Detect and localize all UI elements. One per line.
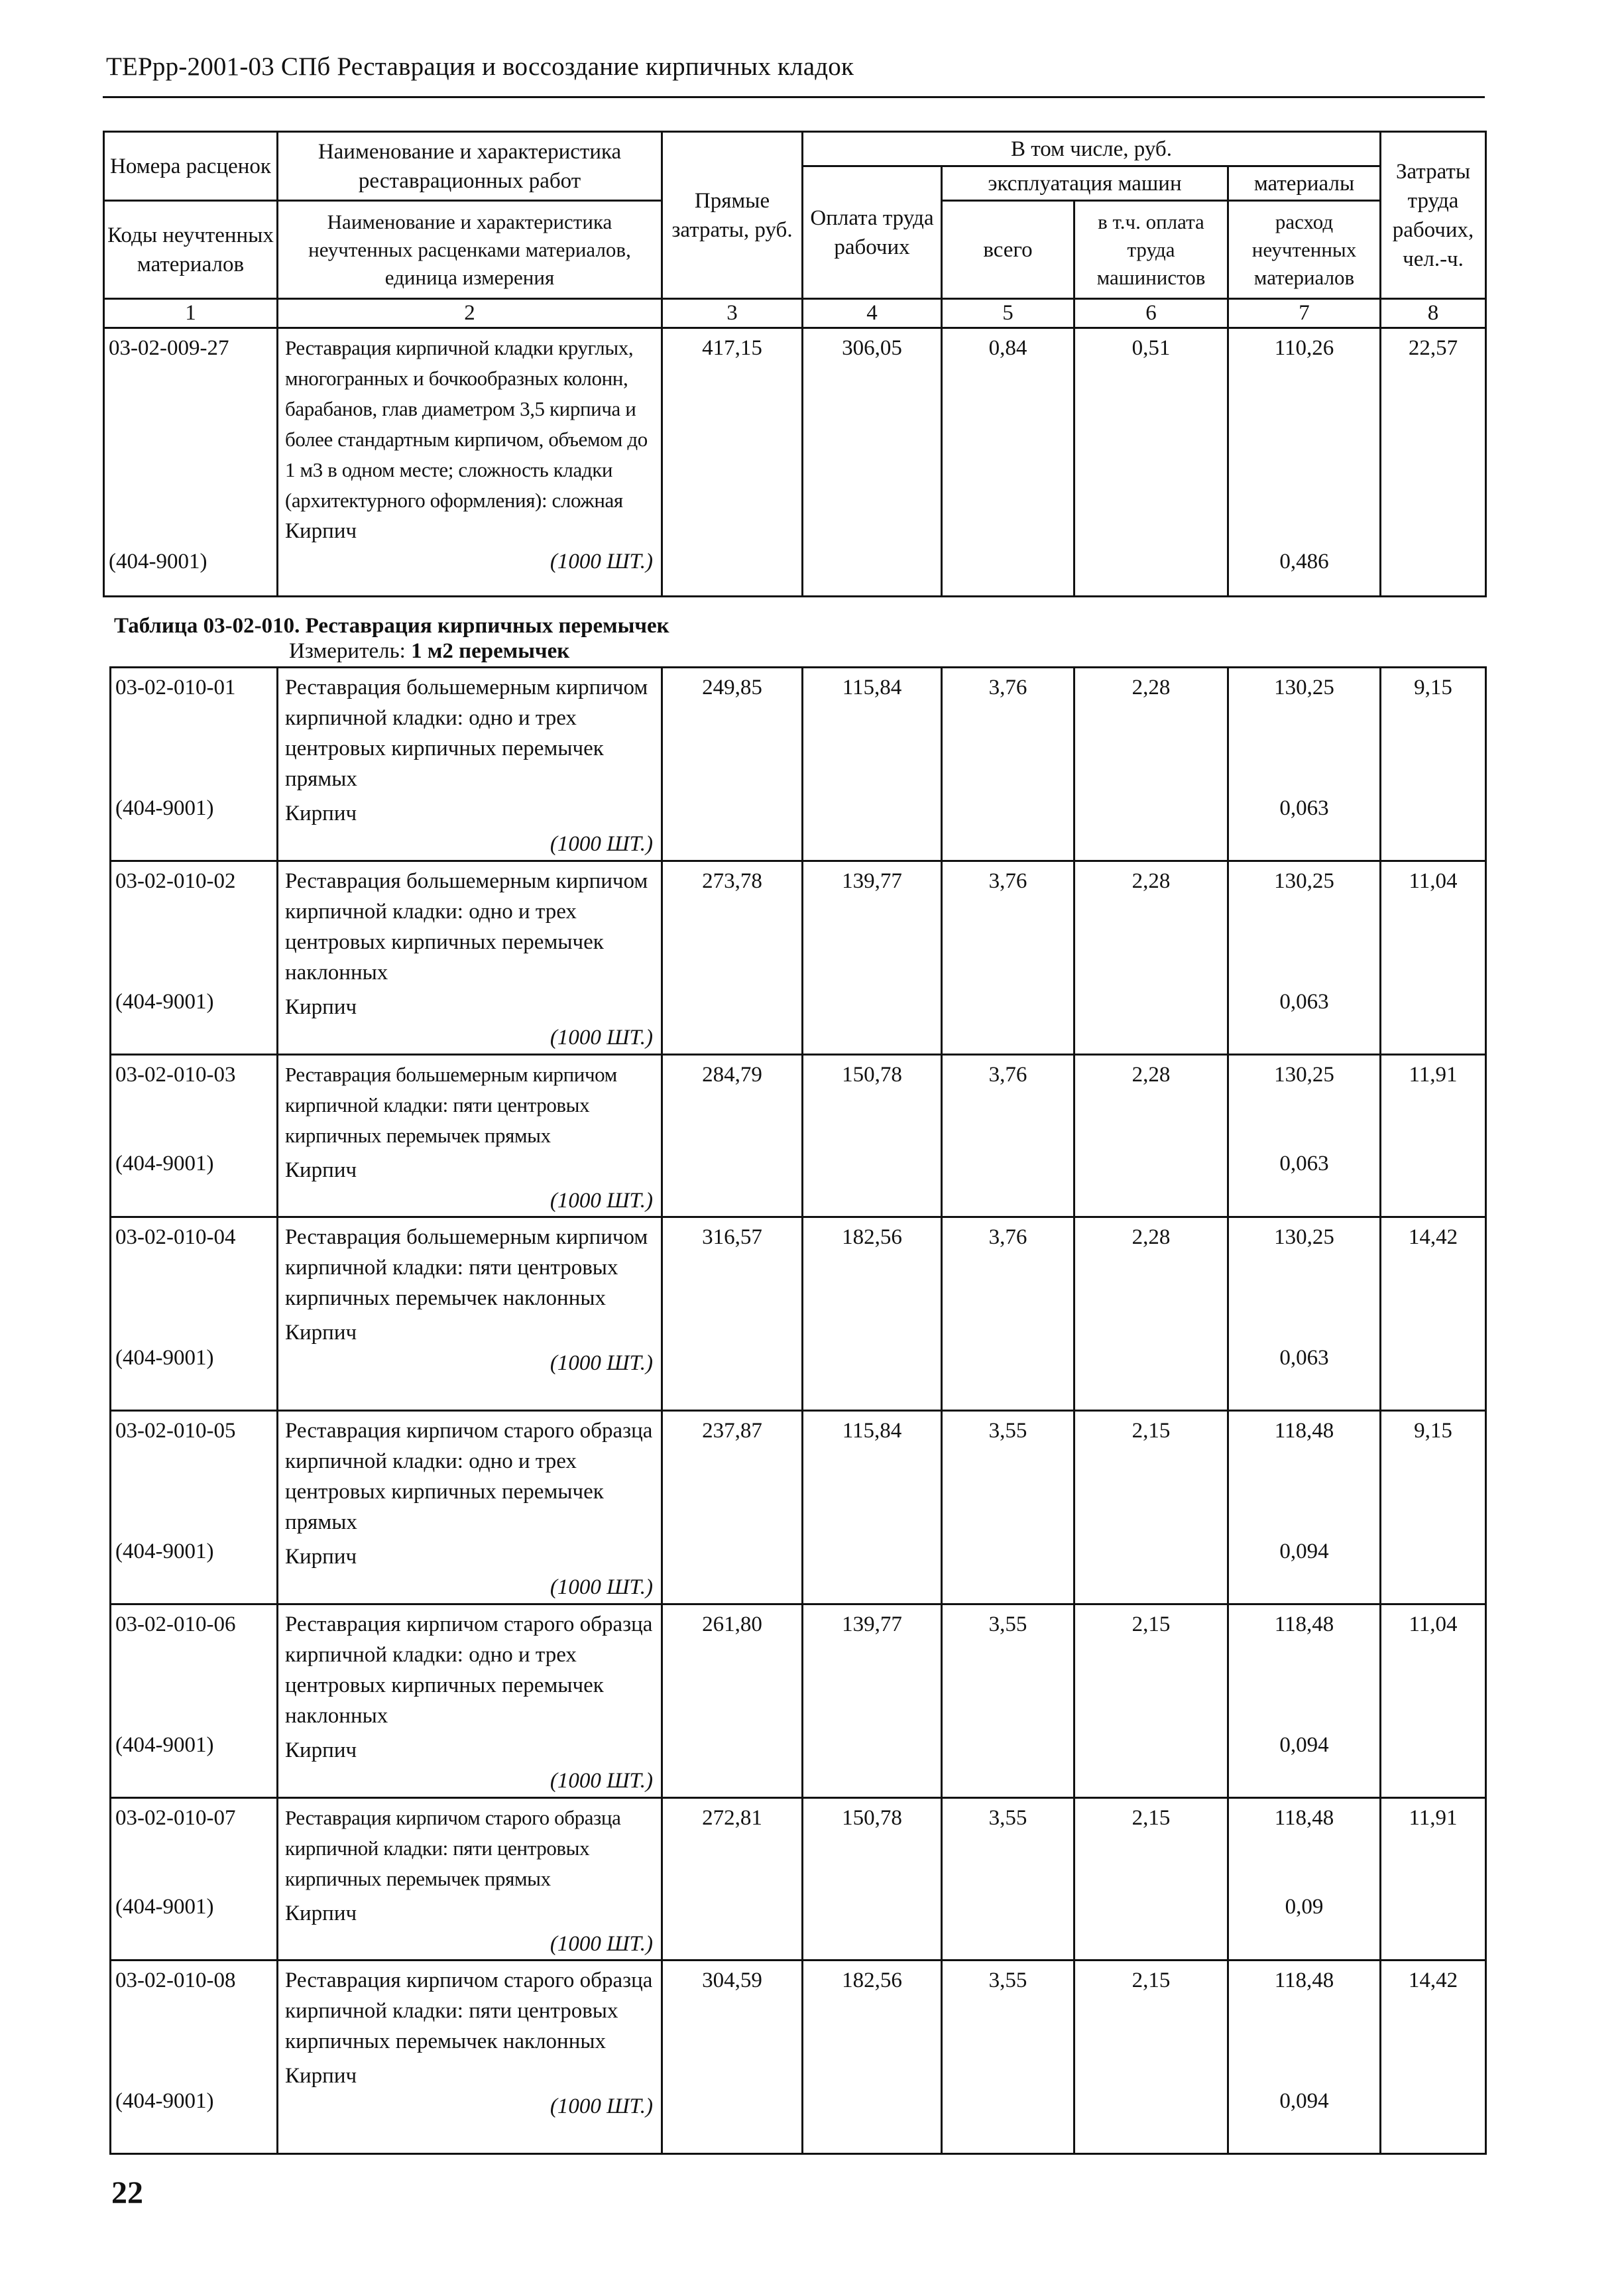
materials-cost: 118,48 (1274, 1419, 1334, 1443)
labor-pay: 139,77 (803, 1604, 942, 1798)
material-code: (404-9001) (109, 550, 207, 574)
table-row (104, 328, 1486, 597)
header-machine-operation: эксплуатация машин (942, 166, 1228, 201)
rate-code: 03-02-010-07 (115, 1806, 236, 1830)
work-description: Реставрация кирпичом старого образца кирпичной кладки: одно и трех центровых кирпичных перемычек прямых (285, 1419, 653, 1534)
column-number: 6 (1074, 299, 1228, 328)
labor-hours: 11,91 (1381, 1798, 1486, 1961)
material-unit: (1000 ШТ.) (550, 832, 653, 856)
labor-hours: 11,04 (1381, 1604, 1486, 1798)
direct-costs: 304,59 (662, 1961, 803, 2154)
labor-hours: 9,15 (1381, 1411, 1486, 1604)
direct-costs: 273,78 (662, 861, 803, 1055)
materials-cost: 118,48 (1274, 1612, 1334, 1636)
header-material-codes: Коды неучтенных материалов (104, 201, 278, 299)
direct-costs: 316,57 (662, 1217, 803, 1411)
machinist-pay: 2,28 (1074, 1055, 1228, 1217)
column-number: 3 (662, 299, 803, 328)
header-material-consumption: расход неучтенных материалов (1228, 201, 1381, 299)
machinist-pay: 2,28 (1074, 861, 1228, 1055)
column-number: 7 (1228, 299, 1381, 328)
material-qty: 0,063 (1279, 796, 1329, 820)
material-code: (404-9001) (115, 1152, 214, 1176)
material-unit: (1000 ШТ.) (550, 2094, 653, 2118)
material-code: (404-9001) (115, 1539, 214, 1563)
material-code: (404-9001) (115, 1895, 214, 1919)
labor-pay: 306,05 (803, 328, 942, 597)
header-work-name: Наименование и характеристика реставрационных работ (278, 132, 662, 201)
measure-unit (289, 638, 569, 664)
labor-pay: 139,77 (803, 861, 942, 1055)
material-name: Кирпич (285, 2064, 357, 2088)
header-rule (103, 96, 1485, 98)
direct-costs: 284,79 (662, 1055, 803, 1217)
column-number: 4 (803, 299, 942, 328)
materials-cost: 130,25 (1274, 869, 1334, 893)
work-description: Реставрация кирпичной кладки круглых, многогранных и бочкообразных колонн, барабанов, глав диаметром 3,5 кирпича и более стандартным кирпичом, объемом до 1 м3 в одном месте; сложность кладки (архитектурного оформления): сложная (285, 336, 648, 512)
work-description: Реставрация большемерным кирпичом кирпичной кладки: одно и трех центровых кирпичных перемычек прямых (285, 676, 648, 791)
column-number: 5 (942, 299, 1074, 328)
rate-code: 03-02-009-27 (109, 336, 229, 360)
table-row (111, 861, 1486, 1055)
material-qty: 0,486 (1279, 550, 1329, 574)
material-unit: (1000 ШТ.) (550, 1575, 653, 1599)
material-unit: (1000 ШТ.) (550, 1026, 653, 1050)
machines-total: 3,76 (942, 668, 1074, 861)
direct-costs: 417,15 (662, 328, 803, 597)
header-labor-costs: Затраты труда рабочих, чел.-ч. (1381, 132, 1486, 299)
machinist-pay: 2,15 (1074, 1411, 1228, 1604)
material-qty: 0,063 (1279, 1152, 1329, 1176)
direct-costs: 261,80 (662, 1604, 803, 1798)
material-name: Кирпич (285, 1902, 357, 1925)
direct-costs: 237,87 (662, 1411, 803, 1604)
work-description: Реставрация кирпичом старого образца кирпичной кладки: пяти центровых кирпичных перемычек наклонных (285, 1968, 653, 2053)
material-code: (404-9001) (115, 1346, 214, 1370)
direct-costs: 249,85 (662, 668, 803, 861)
materials-cost: 130,25 (1274, 1063, 1334, 1087)
labor-pay: 150,78 (803, 1798, 942, 1961)
labor-hours: 11,04 (1381, 861, 1486, 1055)
rate-code: 03-02-010-05 (115, 1419, 236, 1443)
material-name: Кирпич (285, 995, 357, 1019)
materials-cost: 110,26 (1274, 336, 1334, 360)
machines-total: 3,76 (942, 1217, 1074, 1411)
material-unit: (1000 ШТ.) (550, 1769, 653, 1793)
header-machines-total: всего (942, 201, 1074, 299)
header-machinist-pay: в т.ч. оплата труда машинистов (1074, 201, 1228, 299)
material-code: (404-9001) (115, 2089, 214, 2113)
table-row (111, 1604, 1486, 1798)
material-name: Кирпич (285, 1738, 357, 1762)
labor-pay: 115,84 (803, 1411, 942, 1604)
page-number: 22 (111, 2175, 143, 2210)
labor-hours: 22,57 (1381, 328, 1486, 597)
rates-table-010 (109, 666, 1487, 2155)
machines-total: 3,76 (942, 1055, 1074, 1217)
measure-value: 1 м2 перемычек (411, 639, 570, 663)
work-description: Реставрация кирпичом старого образца кирпичной кладки: пяти центровых кирпичных перемычек прямых (285, 1806, 621, 1890)
labor-pay: 182,56 (803, 1961, 942, 2154)
rate-code: 03-02-010-04 (115, 1225, 236, 1249)
machinist-pay: 0,51 (1074, 328, 1228, 597)
material-qty: 0,09 (1285, 1895, 1324, 1919)
labor-hours: 14,42 (1381, 1961, 1486, 2154)
labor-hours: 14,42 (1381, 1217, 1486, 1411)
table-row (111, 1055, 1486, 1217)
work-description: Реставрация большемерным кирпичом кирпичной кладки: пяти центровых кирпичных перемычек наклонных (285, 1225, 648, 1310)
material-qty: 0,094 (1279, 1539, 1329, 1563)
labor-pay: 150,78 (803, 1055, 942, 1217)
header-labor-pay: Оплата труда рабочих (803, 166, 942, 299)
work-description: Реставрация большемерным кирпичом кирпичной кладки: одно и трех центровых кирпичных перемычек наклонных (285, 869, 648, 985)
header-material-name: Наименование и характеристика неучтенных расценками материалов, единица измерения (278, 201, 662, 299)
rate-code: 03-02-010-02 (115, 869, 236, 893)
labor-hours: 11,91 (1381, 1055, 1486, 1217)
machinist-pay: 2,15 (1074, 1604, 1228, 1798)
material-name: Кирпич (285, 1321, 357, 1345)
material-name: Кирпич (285, 802, 357, 825)
header-including: В том числе, руб. (803, 132, 1381, 166)
machines-total: 3,76 (942, 861, 1074, 1055)
materials-cost: 130,25 (1274, 676, 1334, 699)
table-row (111, 1798, 1486, 1961)
running-title: ТЕРрр-2001-03 СПб Реставрация и воссоздание кирпичных кладок (106, 52, 854, 81)
column-number: 1 (104, 299, 278, 328)
table-row (111, 1217, 1486, 1411)
material-name: Кирпич (285, 519, 357, 543)
header-materials: материалы (1228, 166, 1381, 201)
material-name: Кирпич (285, 1158, 357, 1182)
rate-code: 03-02-010-06 (115, 1612, 236, 1636)
material-qty: 0,063 (1279, 990, 1329, 1014)
rates-table-header (103, 131, 1487, 597)
materials-cost: 118,48 (1274, 1806, 1334, 1830)
machines-total: 3,55 (942, 1961, 1074, 2154)
material-unit: (1000 ШТ.) (550, 550, 653, 574)
material-qty: 0,094 (1279, 2089, 1329, 2113)
labor-pay: 115,84 (803, 668, 942, 861)
materials-cost: 130,25 (1274, 1225, 1334, 1249)
materials-cost: 118,48 (1274, 1968, 1334, 1992)
material-name: Кирпич (285, 1545, 357, 1569)
rate-code: 03-02-010-01 (115, 676, 236, 699)
material-unit: (1000 ШТ.) (550, 1189, 653, 1213)
material-code: (404-9001) (115, 990, 214, 1014)
machinist-pay: 2,28 (1074, 668, 1228, 861)
rate-code: 03-02-010-03 (115, 1063, 236, 1087)
work-description: Реставрация большемерным кирпичом кирпичной кладки: пяти центровых кирпичных перемычек прямых (285, 1063, 617, 1147)
machines-total: 3,55 (942, 1798, 1074, 1961)
work-description: Реставрация кирпичом старого образца кирпичной кладки: одно и трех центровых кирпичных перемычек наклонных (285, 1612, 653, 1728)
material-code: (404-9001) (115, 796, 214, 820)
machinist-pay: 2,15 (1074, 1961, 1228, 2154)
material-unit: (1000 ШТ.) (550, 1932, 653, 1956)
material-code: (404-9001) (115, 1733, 214, 1757)
table-row (111, 668, 1486, 861)
table-title: Таблица 03-02-010. Реставрация кирпичных перемычек (114, 614, 669, 638)
header-direct-costs: Прямые затраты, руб. (662, 132, 803, 299)
table-row (111, 1961, 1486, 2154)
labor-hours: 9,15 (1381, 668, 1486, 861)
machines-total: 0,84 (942, 328, 1074, 597)
measure-label: Измеритель: (289, 639, 406, 663)
material-unit: (1000 ШТ.) (550, 1351, 653, 1375)
table-row (111, 1411, 1486, 1604)
column-number: 8 (1381, 299, 1486, 328)
direct-costs: 272,81 (662, 1798, 803, 1961)
machinist-pay: 2,15 (1074, 1798, 1228, 1961)
labor-pay: 182,56 (803, 1217, 942, 1411)
machines-total: 3,55 (942, 1604, 1074, 1798)
rate-code: 03-02-010-08 (115, 1968, 236, 1992)
machinist-pay: 2,28 (1074, 1217, 1228, 1411)
material-qty: 0,063 (1279, 1346, 1329, 1370)
column-number: 2 (278, 299, 662, 328)
material-qty: 0,094 (1279, 1733, 1329, 1757)
machines-total: 3,55 (942, 1411, 1074, 1604)
header-rate-number: Номера расценок (104, 132, 278, 201)
